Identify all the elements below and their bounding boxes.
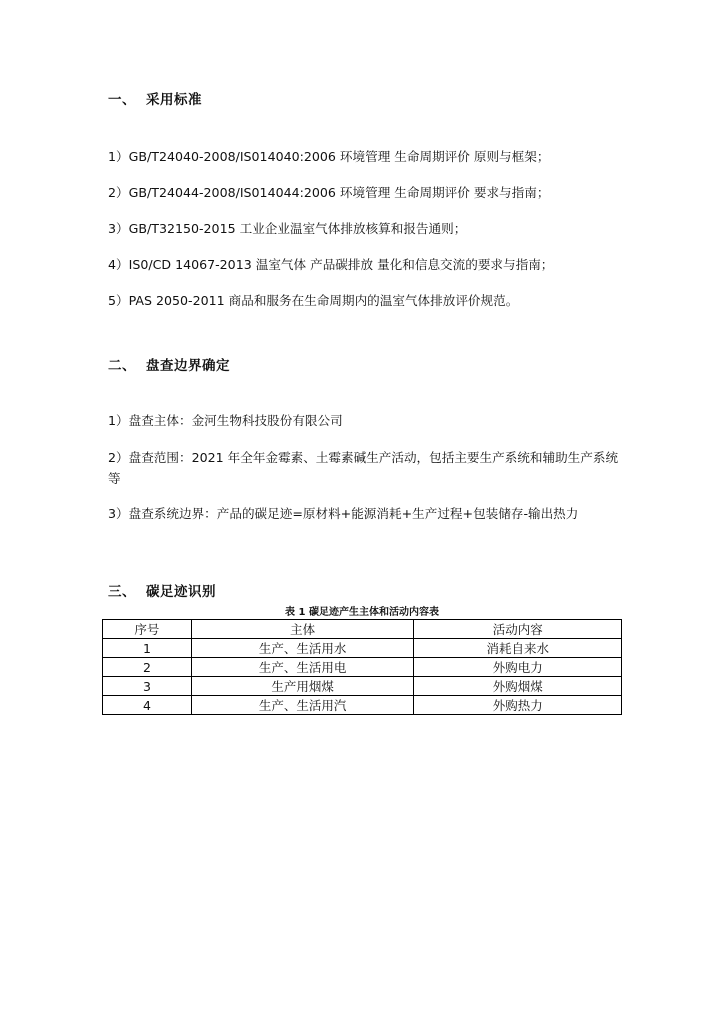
table-row — [103, 639, 622, 658]
section-title: 采用标准 — [146, 92, 202, 108]
table-cell: 生产、生活用水 — [191, 639, 414, 658]
table-cell: 3 — [103, 677, 192, 696]
table-row — [103, 696, 622, 715]
standard-item: 4）IS0/CD 14067-2013 温室气体 产品碳排放 量化和信息交流的要求与指南； — [108, 257, 554, 272]
boundary-item: 1）盘查主体：金河生物科技股份有限公司 — [108, 413, 343, 428]
header-cell: 主体 — [191, 620, 414, 639]
section3-heading — [108, 580, 216, 600]
section2-heading — [108, 354, 230, 374]
section-title: 盘查边界确定 — [146, 358, 230, 374]
boundary-item: 2）盘查范围：2021 年全年金霉素、土霉素碱生产活动，包括主要生产系统和辅助生产系统等 — [108, 450, 619, 486]
section-title: 碳足迹识别 — [146, 584, 216, 600]
header-cell: 活动内容 — [414, 620, 622, 639]
table-cell: 2 — [103, 658, 192, 677]
section1-heading — [108, 88, 202, 108]
standard-item: 2）GB/T24044-2008/IS014044:2006 环境管理 生命周期评价 要求与指南； — [108, 185, 550, 200]
carbon-footprint-table — [102, 619, 622, 715]
table-cell: 生产、生活用汽 — [191, 696, 414, 715]
table-cell: 生产用烟煤 — [191, 677, 414, 696]
section-number: 二、 — [108, 358, 136, 374]
header-cell: 序号 — [103, 620, 192, 639]
boundary-item: 3）盘查系统边界：产品的碳足迹=原材料+能源消耗+生产过程+包装储存-输出热力 — [108, 506, 579, 521]
table-row — [103, 677, 622, 696]
table-caption: 表 1 碳足迹产生主体和活动内容表 — [285, 607, 439, 618]
table-header-row — [103, 620, 622, 639]
standard-item: 1）GB/T24040-2008/IS014040:2006 环境管理 生命周期评价 原则与框架； — [108, 149, 550, 164]
section-number: 三、 — [108, 584, 136, 600]
standard-item: 5）PAS 2050-2011 商品和服务在生命周期内的温室气体排放评价规范。 — [108, 293, 519, 308]
table-cell: 外购热力 — [414, 696, 622, 715]
table-cell: 4 — [103, 696, 192, 715]
table-cell: 1 — [103, 639, 192, 658]
table-cell: 外购烟煤 — [414, 677, 622, 696]
table-cell: 消耗自来水 — [414, 639, 622, 658]
table-cell: 生产、生活用电 — [191, 658, 414, 677]
table-cell: 外购电力 — [414, 658, 622, 677]
section-number: 一、 — [108, 92, 136, 108]
standard-item: 3）GB/T32150-2015 工业企业温室气体排放核算和报告通则； — [108, 221, 467, 236]
table-row — [103, 658, 622, 677]
